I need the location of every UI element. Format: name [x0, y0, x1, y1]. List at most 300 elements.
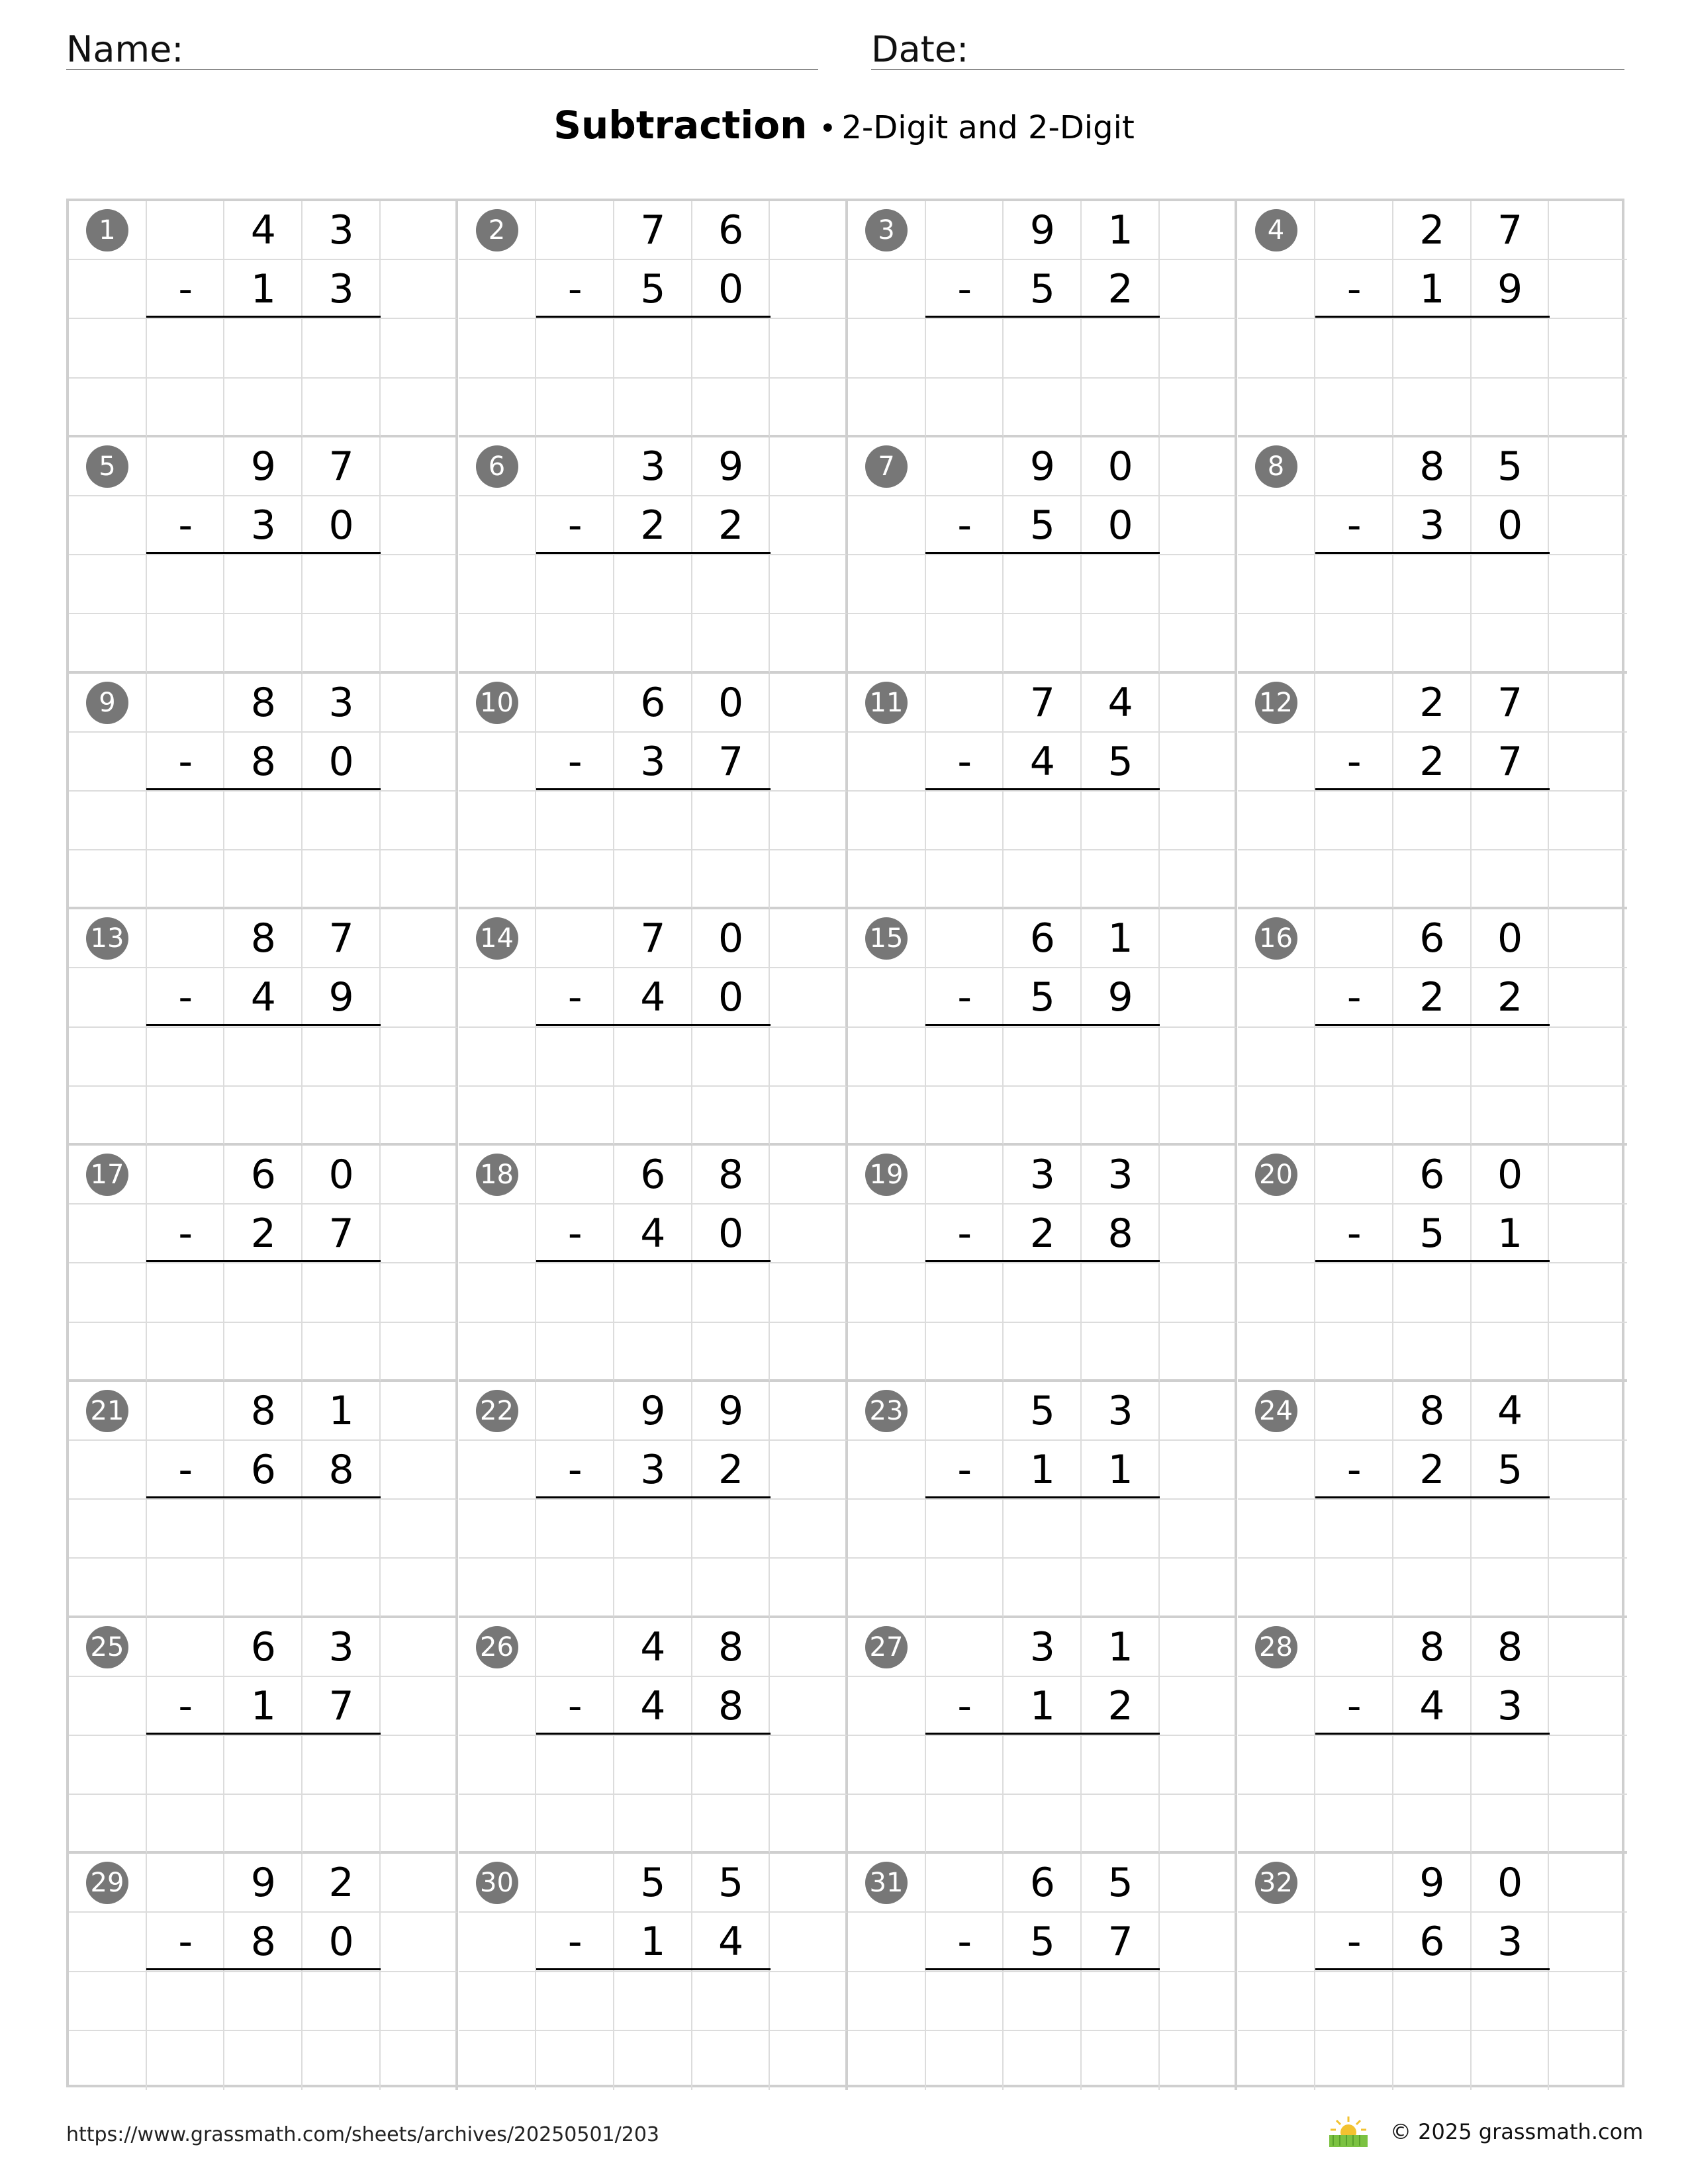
grid-cell[interactable]: [147, 850, 225, 909]
grid-cell[interactable]: [1549, 1146, 1627, 1205]
grid-cell[interactable]: [848, 1500, 926, 1559]
grid-cell[interactable]: [1160, 1972, 1238, 2031]
grid-cell[interactable]: [381, 1087, 459, 1146]
grid-cell[interactable]: [692, 1795, 771, 1854]
grid-cell[interactable]: [1160, 968, 1238, 1027]
grid-cell[interactable]: [1238, 1263, 1316, 1322]
grid-cell[interactable]: [848, 1736, 926, 1795]
grid-cell[interactable]: [1472, 1972, 1550, 2031]
grid-cell[interactable]: [147, 1263, 225, 1322]
grid-cell[interactable]: [926, 1854, 1004, 1913]
grid-cell[interactable]: [770, 1736, 848, 1795]
grid-cell[interactable]: [1549, 1087, 1627, 1146]
grid-cell[interactable]: [459, 1795, 537, 1854]
grid-cell[interactable]: [381, 733, 459, 792]
grid-cell[interactable]: [69, 1972, 147, 2031]
grid-cell[interactable]: [1004, 1028, 1082, 1087]
grid-cell[interactable]: [459, 1028, 537, 1087]
grid-cell[interactable]: [770, 1913, 848, 1972]
grid-cell[interactable]: [692, 319, 771, 378]
grid-cell[interactable]: [224, 1263, 303, 1322]
grid-cell[interactable]: [381, 614, 459, 673]
grid-cell[interactable]: [926, 1736, 1004, 1795]
grid-cell[interactable]: [1315, 379, 1393, 437]
grid-cell[interactable]: [381, 1263, 459, 1322]
grid-cell[interactable]: [1238, 2031, 1316, 2090]
grid-cell[interactable]: [536, 555, 614, 614]
grid-cell[interactable]: [1472, 1323, 1550, 1382]
grid-cell[interactable]: [1160, 379, 1238, 437]
grid-cell[interactable]: [303, 1972, 381, 2031]
grid-cell[interactable]: [848, 968, 926, 1027]
grid-cell[interactable]: [303, 1559, 381, 1617]
grid-cell[interactable]: [926, 1146, 1004, 1205]
grid-cell[interactable]: [848, 1559, 926, 1617]
grid-cell[interactable]: [1238, 1323, 1316, 1382]
grid-cell[interactable]: [381, 1972, 459, 2031]
grid-cell[interactable]: [224, 1736, 303, 1795]
grid-cell[interactable]: [1549, 319, 1627, 378]
grid-cell[interactable]: [147, 437, 225, 496]
grid-cell[interactable]: [69, 792, 147, 850]
grid-cell[interactable]: [770, 379, 848, 437]
grid-cell[interactable]: [1238, 614, 1316, 673]
grid-cell[interactable]: [381, 2031, 459, 2090]
grid-cell[interactable]: [1315, 1146, 1393, 1205]
grid-cell[interactable]: [381, 792, 459, 850]
grid-cell[interactable]: [1393, 379, 1472, 437]
grid-cell[interactable]: [69, 1736, 147, 1795]
grid-cell[interactable]: [303, 1263, 381, 1322]
grid-cell[interactable]: [1160, 437, 1238, 496]
grid-cell[interactable]: [848, 1677, 926, 1736]
grid-cell[interactable]: [224, 850, 303, 909]
grid-cell[interactable]: [1082, 555, 1160, 614]
grid-cell[interactable]: [926, 201, 1004, 260]
grid-cell[interactable]: [381, 1500, 459, 1559]
grid-cell[interactable]: [1160, 674, 1238, 733]
grid-cell[interactable]: [1393, 1087, 1472, 1146]
grid-cell[interactable]: [770, 909, 848, 968]
grid-cell[interactable]: [1160, 2031, 1238, 2090]
grid-cell[interactable]: [147, 1618, 225, 1677]
grid-cell[interactable]: [926, 2031, 1004, 2090]
grid-cell[interactable]: [770, 1323, 848, 1382]
grid-cell[interactable]: [1549, 792, 1627, 850]
grid-cell[interactable]: [1393, 1263, 1472, 1322]
grid-cell[interactable]: [848, 555, 926, 614]
grid-cell[interactable]: [848, 1972, 926, 2031]
grid-cell[interactable]: [147, 1146, 225, 1205]
grid-cell[interactable]: [692, 1500, 771, 1559]
grid-cell[interactable]: [1315, 909, 1393, 968]
grid-cell[interactable]: [692, 379, 771, 437]
grid-cell[interactable]: [1549, 555, 1627, 614]
grid-cell[interactable]: [69, 1559, 147, 1617]
grid-cell[interactable]: [1393, 1323, 1472, 1382]
grid-cell[interactable]: [459, 319, 537, 378]
grid-cell[interactable]: [1160, 201, 1238, 260]
grid-cell[interactable]: [692, 1736, 771, 1795]
grid-cell[interactable]: [692, 1559, 771, 1617]
grid-cell[interactable]: [770, 1087, 848, 1146]
grid-cell[interactable]: [614, 1500, 692, 1559]
grid-cell[interactable]: [69, 555, 147, 614]
grid-cell[interactable]: [1004, 792, 1082, 850]
grid-cell[interactable]: [459, 1972, 537, 2031]
grid-cell[interactable]: [692, 1323, 771, 1382]
grid-cell[interactable]: [770, 1205, 848, 1263]
grid-cell[interactable]: [1082, 1795, 1160, 1854]
grid-cell[interactable]: [1315, 1972, 1393, 2031]
grid-cell[interactable]: [614, 1263, 692, 1322]
grid-cell[interactable]: [1004, 2031, 1082, 2090]
grid-cell[interactable]: [770, 850, 848, 909]
grid-cell[interactable]: [381, 1146, 459, 1205]
grid-cell[interactable]: [381, 1382, 459, 1441]
grid-cell[interactable]: [1160, 319, 1238, 378]
grid-cell[interactable]: [69, 1205, 147, 1263]
grid-cell[interactable]: [69, 379, 147, 437]
grid-cell[interactable]: [1393, 1028, 1472, 1087]
grid-cell[interactable]: [1315, 850, 1393, 909]
grid-cell[interactable]: [848, 1795, 926, 1854]
grid-cell[interactable]: [1160, 260, 1238, 319]
grid-cell[interactable]: [1315, 437, 1393, 496]
grid-cell[interactable]: [926, 555, 1004, 614]
grid-cell[interactable]: [1549, 1795, 1627, 1854]
grid-cell[interactable]: [1160, 496, 1238, 555]
grid-cell[interactable]: [224, 1500, 303, 1559]
grid-cell[interactable]: [69, 1441, 147, 1500]
grid-cell[interactable]: [770, 1500, 848, 1559]
grid-cell[interactable]: [1315, 674, 1393, 733]
grid-cell[interactable]: [926, 1500, 1004, 1559]
grid-cell[interactable]: [459, 555, 537, 614]
grid-cell[interactable]: [1393, 850, 1472, 909]
grid-cell[interactable]: [536, 319, 614, 378]
grid-cell[interactable]: [614, 1559, 692, 1617]
grid-cell[interactable]: [1238, 850, 1316, 909]
grid-cell[interactable]: [926, 319, 1004, 378]
grid-cell[interactable]: [1160, 1500, 1238, 1559]
grid-cell[interactable]: [1549, 1323, 1627, 1382]
grid-cell[interactable]: [1393, 1500, 1472, 1559]
grid-cell[interactable]: [381, 1795, 459, 1854]
grid-cell[interactable]: [926, 1972, 1004, 2031]
grid-cell[interactable]: [1082, 1323, 1160, 1382]
grid-cell[interactable]: [770, 1382, 848, 1441]
grid-cell[interactable]: [303, 1500, 381, 1559]
grid-cell[interactable]: [69, 1087, 147, 1146]
grid-cell[interactable]: [1472, 1559, 1550, 1617]
grid-cell[interactable]: [1472, 850, 1550, 909]
grid-cell[interactable]: [536, 1263, 614, 1322]
grid-cell[interactable]: [1315, 1795, 1393, 1854]
grid-cell[interactable]: [147, 1028, 225, 1087]
grid-cell[interactable]: [770, 201, 848, 260]
grid-cell[interactable]: [1238, 1205, 1316, 1263]
grid-cell[interactable]: [848, 1205, 926, 1263]
grid-cell[interactable]: [1472, 1736, 1550, 1795]
grid-cell[interactable]: [1082, 1028, 1160, 1087]
grid-cell[interactable]: [1004, 1323, 1082, 1382]
grid-cell[interactable]: [459, 792, 537, 850]
grid-cell[interactable]: [1004, 319, 1082, 378]
grid-cell[interactable]: [536, 674, 614, 733]
grid-cell[interactable]: [459, 1913, 537, 1972]
grid-cell[interactable]: [926, 1028, 1004, 1087]
grid-cell[interactable]: [1549, 909, 1627, 968]
grid-cell[interactable]: [614, 555, 692, 614]
grid-cell[interactable]: [381, 1028, 459, 1087]
grid-cell[interactable]: [1160, 1618, 1238, 1677]
grid-cell[interactable]: [69, 260, 147, 319]
grid-cell[interactable]: [614, 1087, 692, 1146]
grid-cell[interactable]: [459, 1559, 537, 1617]
grid-cell[interactable]: [1238, 1087, 1316, 1146]
grid-cell[interactable]: [381, 1854, 459, 1913]
grid-cell[interactable]: [69, 496, 147, 555]
grid-cell[interactable]: [1549, 674, 1627, 733]
grid-cell[interactable]: [1082, 850, 1160, 909]
grid-cell[interactable]: [848, 2031, 926, 2090]
grid-cell[interactable]: [1238, 1795, 1316, 1854]
grid-cell[interactable]: [1160, 1559, 1238, 1617]
grid-cell[interactable]: [770, 2031, 848, 2090]
grid-cell[interactable]: [926, 379, 1004, 437]
grid-cell[interactable]: [1472, 2031, 1550, 2090]
grid-cell[interactable]: [1315, 319, 1393, 378]
grid-cell[interactable]: [770, 614, 848, 673]
grid-cell[interactable]: [1549, 1854, 1627, 1913]
grid-cell[interactable]: [224, 379, 303, 437]
grid-cell[interactable]: [1315, 1500, 1393, 1559]
grid-cell[interactable]: [224, 555, 303, 614]
grid-cell[interactable]: [303, 792, 381, 850]
grid-cell[interactable]: [381, 1441, 459, 1500]
grid-cell[interactable]: [1549, 1382, 1627, 1441]
date-field[interactable]: [871, 25, 1624, 70]
grid-cell[interactable]: [69, 1028, 147, 1087]
grid-cell[interactable]: [147, 2031, 225, 2090]
grid-cell[interactable]: [1549, 1028, 1627, 1087]
grid-cell[interactable]: [1238, 1028, 1316, 1087]
grid-cell[interactable]: [459, 614, 537, 673]
grid-cell[interactable]: [770, 1263, 848, 1322]
grid-cell[interactable]: [536, 1972, 614, 2031]
grid-cell[interactable]: [381, 437, 459, 496]
grid-cell[interactable]: [147, 379, 225, 437]
grid-cell[interactable]: [926, 792, 1004, 850]
grid-cell[interactable]: [692, 555, 771, 614]
grid-cell[interactable]: [381, 379, 459, 437]
grid-cell[interactable]: [224, 2031, 303, 2090]
grid-cell[interactable]: [224, 1972, 303, 2031]
grid-cell[interactable]: [381, 1618, 459, 1677]
grid-cell[interactable]: [536, 2031, 614, 2090]
grid-cell[interactable]: [614, 1028, 692, 1087]
grid-cell[interactable]: [224, 319, 303, 378]
grid-cell[interactable]: [459, 1205, 537, 1263]
grid-cell[interactable]: [1315, 1263, 1393, 1322]
grid-cell[interactable]: [536, 1500, 614, 1559]
grid-cell[interactable]: [1082, 792, 1160, 850]
grid-cell[interactable]: [770, 1795, 848, 1854]
grid-cell[interactable]: [303, 2031, 381, 2090]
grid-cell[interactable]: [926, 1382, 1004, 1441]
grid-cell[interactable]: [848, 850, 926, 909]
grid-cell[interactable]: [1004, 1263, 1082, 1322]
grid-cell[interactable]: [1004, 1087, 1082, 1146]
grid-cell[interactable]: [147, 319, 225, 378]
grid-cell[interactable]: [614, 1972, 692, 2031]
grid-cell[interactable]: [303, 1795, 381, 1854]
grid-cell[interactable]: [1472, 614, 1550, 673]
grid-cell[interactable]: [1549, 733, 1627, 792]
grid-cell[interactable]: [459, 1500, 537, 1559]
grid-cell[interactable]: [1549, 2031, 1627, 2090]
grid-cell[interactable]: [770, 555, 848, 614]
grid-cell[interactable]: [1004, 379, 1082, 437]
grid-cell[interactable]: [1393, 1795, 1472, 1854]
grid-cell[interactable]: [1315, 614, 1393, 673]
grid-cell[interactable]: [1082, 1500, 1160, 1559]
grid-cell[interactable]: [536, 792, 614, 850]
grid-cell[interactable]: [1549, 1500, 1627, 1559]
grid-cell[interactable]: [1315, 555, 1393, 614]
grid-cell[interactable]: [692, 2031, 771, 2090]
grid-cell[interactable]: [1315, 1618, 1393, 1677]
grid-cell[interactable]: [1238, 1736, 1316, 1795]
grid-cell[interactable]: [1393, 2031, 1472, 2090]
grid-cell[interactable]: [381, 319, 459, 378]
grid-cell[interactable]: [1549, 1205, 1627, 1263]
grid-cell[interactable]: [1082, 1736, 1160, 1795]
grid-cell[interactable]: [848, 496, 926, 555]
grid-cell[interactable]: [69, 1323, 147, 1382]
grid-cell[interactable]: [1238, 792, 1316, 850]
grid-cell[interactable]: [848, 1028, 926, 1087]
grid-cell[interactable]: [614, 379, 692, 437]
grid-cell[interactable]: [147, 1736, 225, 1795]
grid-cell[interactable]: [69, 1913, 147, 1972]
grid-cell[interactable]: [536, 1559, 614, 1617]
grid-cell[interactable]: [1549, 1736, 1627, 1795]
grid-cell[interactable]: [770, 1028, 848, 1087]
grid-cell[interactable]: [459, 260, 537, 319]
grid-cell[interactable]: [1315, 1087, 1393, 1146]
grid-cell[interactable]: [1549, 201, 1627, 260]
grid-cell[interactable]: [381, 1736, 459, 1795]
grid-cell[interactable]: [770, 1972, 848, 2031]
grid-cell[interactable]: [1238, 1441, 1316, 1500]
grid-cell[interactable]: [303, 379, 381, 437]
grid-cell[interactable]: [1549, 1559, 1627, 1617]
grid-cell[interactable]: [926, 1263, 1004, 1322]
grid-cell[interactable]: [1082, 1559, 1160, 1617]
grid-cell[interactable]: [69, 968, 147, 1027]
grid-cell[interactable]: [303, 319, 381, 378]
grid-cell[interactable]: [1004, 614, 1082, 673]
grid-cell[interactable]: [1315, 201, 1393, 260]
grid-cell[interactable]: [459, 1736, 537, 1795]
grid-cell[interactable]: [381, 260, 459, 319]
grid-cell[interactable]: [536, 1146, 614, 1205]
grid-cell[interactable]: [848, 319, 926, 378]
grid-cell[interactable]: [1472, 1087, 1550, 1146]
grid-cell[interactable]: [1393, 1736, 1472, 1795]
grid-cell[interactable]: [459, 733, 537, 792]
grid-cell[interactable]: [459, 850, 537, 909]
grid-cell[interactable]: [147, 909, 225, 968]
grid-cell[interactable]: [69, 1263, 147, 1322]
grid-cell[interactable]: [224, 1028, 303, 1087]
grid-cell[interactable]: [1238, 1677, 1316, 1736]
grid-cell[interactable]: [147, 1972, 225, 2031]
grid-cell[interactable]: [147, 792, 225, 850]
grid-cell[interactable]: [459, 968, 537, 1027]
grid-cell[interactable]: [692, 1087, 771, 1146]
grid-cell[interactable]: [1238, 1913, 1316, 1972]
grid-cell[interactable]: [1004, 555, 1082, 614]
name-field[interactable]: [66, 25, 818, 70]
grid-cell[interactable]: [459, 1087, 537, 1146]
grid-cell[interactable]: [381, 1913, 459, 1972]
grid-cell[interactable]: [614, 792, 692, 850]
grid-cell[interactable]: [1549, 496, 1627, 555]
grid-cell[interactable]: [770, 1559, 848, 1617]
grid-cell[interactable]: [1549, 1677, 1627, 1736]
grid-cell[interactable]: [848, 379, 926, 437]
grid-cell[interactable]: [1160, 1677, 1238, 1736]
grid-cell[interactable]: [848, 733, 926, 792]
grid-cell[interactable]: [536, 614, 614, 673]
grid-cell[interactable]: [536, 909, 614, 968]
grid-cell[interactable]: [614, 1795, 692, 1854]
grid-cell[interactable]: [1549, 1972, 1627, 2031]
grid-cell[interactable]: [614, 319, 692, 378]
grid-cell[interactable]: [1238, 555, 1316, 614]
grid-cell[interactable]: [1160, 733, 1238, 792]
grid-cell[interactable]: [1315, 1382, 1393, 1441]
grid-cell[interactable]: [536, 201, 614, 260]
grid-cell[interactable]: [1315, 1028, 1393, 1087]
grid-cell[interactable]: [147, 1382, 225, 1441]
grid-cell[interactable]: [770, 792, 848, 850]
grid-cell[interactable]: [1472, 1028, 1550, 1087]
grid-cell[interactable]: [69, 1795, 147, 1854]
grid-cell[interactable]: [459, 1323, 537, 1382]
grid-cell[interactable]: [224, 1559, 303, 1617]
grid-cell[interactable]: [1160, 1854, 1238, 1913]
grid-cell[interactable]: [1315, 792, 1393, 850]
grid-cell[interactable]: [1549, 1618, 1627, 1677]
grid-cell[interactable]: [770, 437, 848, 496]
grid-cell[interactable]: [848, 1913, 926, 1972]
grid-cell[interactable]: [381, 555, 459, 614]
grid-cell[interactable]: [1160, 1913, 1238, 1972]
grid-cell[interactable]: [381, 1323, 459, 1382]
grid-cell[interactable]: [1315, 1736, 1393, 1795]
grid-cell[interactable]: [1082, 1972, 1160, 2031]
grid-cell[interactable]: [692, 1263, 771, 1322]
grid-cell[interactable]: [614, 2031, 692, 2090]
grid-cell[interactable]: [926, 1323, 1004, 1382]
grid-cell[interactable]: [1082, 1263, 1160, 1322]
grid-cell[interactable]: [614, 1323, 692, 1382]
grid-cell[interactable]: [1082, 379, 1160, 437]
